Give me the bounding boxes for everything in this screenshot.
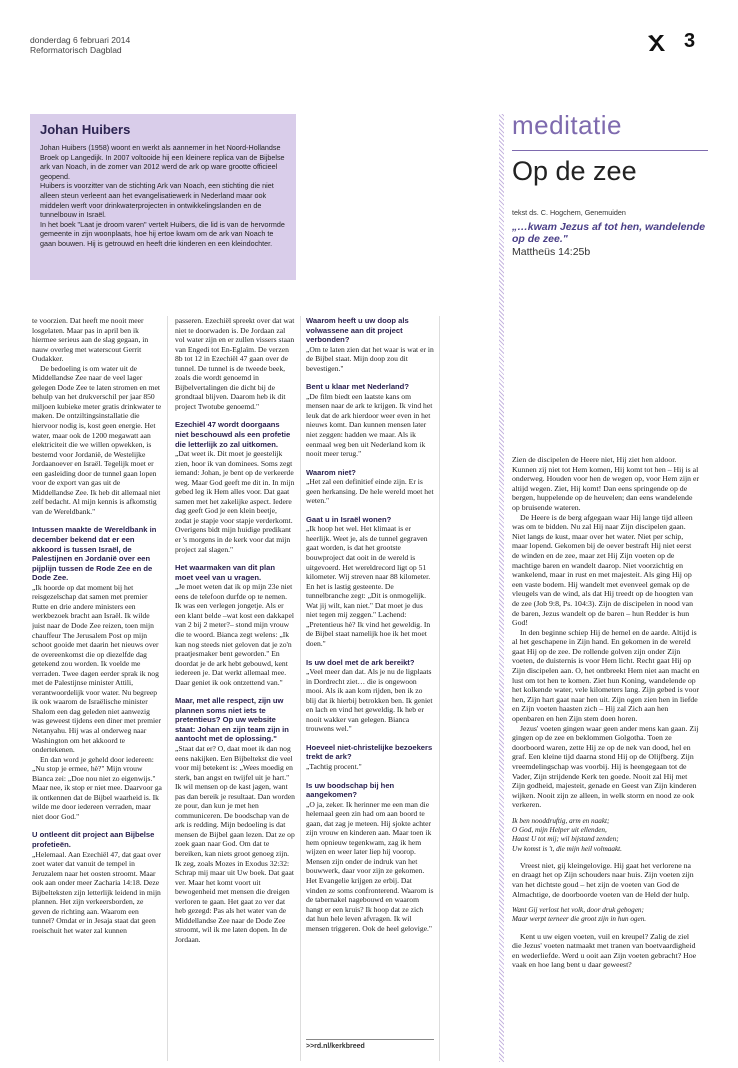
body-paragraph: „Je moet weten dat ik op mijn 23e niet eens de telefoon durfde op te nemen. Ik was een verlegen jongetje. Als er een klant belde –wat kost een dakkapel van 2 bij 2 meter?– stond mijn vrouw die te woord. Bianca zegt welens: „Ik kan nog steeds niet geloven dat je zo'n praatjesmaker bent geworden." En doordat je de ark hebt gebouwd, kent iedereen je. Dat werkt allemaal mee. Daar geniet ik ook ontzettend van."	[175, 582, 294, 687]
footer-rule	[306, 1039, 434, 1040]
section-rule	[512, 150, 708, 151]
scripture-quote: „…kwam Jezus af tot hen, wandelende op de zee."	[512, 221, 706, 245]
interview-question: Bent u klaar met Nederland?	[306, 382, 409, 392]
bio-title: Johan Huibers	[40, 122, 131, 137]
poem-line: Want Gij verlost het volk, door druk gebogen;	[512, 906, 644, 915]
body-paragraph: En dan word je geheld door iedereen: „Nu stop je ermee, hè?" Mijn vrouw Bianca zei: „Doe nou niet zo eigenwijs." Maar nee, ik stop er niet mee. Daarvoor ga ik ontkennen dat de Bijbel waarheid is. Ik wilde me door iedereen verraden, maar niet door God."	[32, 754, 162, 821]
newspaper-logo-icon	[646, 33, 666, 53]
body-paragraph: passeren. Ezechiël spreekt over dat wat niet te doorwaden is. De Jordaan zal vol water zijn en er zullen vissers staan van Engedi tot En-Eglaïm. De verzen 8b tot 12 in Ezechiël 47 gaan over de tunnel. De tunnel is de tweede beek, zoals die wordt genoemd in Bijbelvertalingen die dicht bij de grondtaal blijven. Daarom heb ik dit project Twotube genoemd."	[175, 316, 295, 411]
body-paragraph: Kent u uw eigen voeten, vuil en kreupel? Zalig de ziel die Jezus' voeten natmaakt met tranen van boetvaardigheid en wederliefde. Werd u ooit aan Zijn voeten gebracht? Hoe vaak en hoe lang bent u daar geweest?	[512, 931, 697, 970]
body-paragraph: „Staat dat er? O, daat moet ik dan nog eens nakijken. Een Bijbeltekst die veel voor mij betekent is: „Wees moedig en sterk, ban angst en twijfel uit je hart." Ik wil mensen op de kast jagen, want pas dan bereik je resultaat. Dan worden ze pour, dan kun je met hen communiceren. De boodschap van de ark is redding. Mijn bedoeling is dat mensen de Bijbel gaan lezen. Dat ze op zoek gaan naar God. Om dat te bereiken, kan niets groot genoeg zijn. Ik zeg, zoals Mozes in Exodus 32:32: Schrap mij maar uit Uw boek. Dat gaat ver. Maar het komt voort uit bewogenheid met mensen die dreigen verloren te gaan. Het gaat zo ver dat heb gezegd: Pas als het water van de Middellandse Zee naar de Dode Zee stroomt, wil ik me laten dopen. In de Jordaan.	[175, 743, 295, 944]
interview-question: Ezechiël 47 wordt doorgaans niet beschouwd als een profetie die letterlijk zo zal uitkomen.	[175, 420, 291, 449]
interview-question: Gaat u in Israël wonen?	[306, 514, 392, 524]
column-divider	[300, 316, 301, 1061]
meditation-body	[512, 455, 700, 1055]
interview-question: Waarom heeft u uw doop als volwassene aan dit project verbonden?	[306, 316, 409, 345]
body-paragraph: De Heere is de berg afgegaan waar Hij lange tijd alleen was om te bidden. Nu zal Hij naar Zijn discipelen gaan. Niet langs de kust, maar over het water. Niet per schip, maar lopend. Gekomen bij de oever bestraft Hij niet eerst de winden en de zee, maar zet Hij Zijn voeten op de machtige baren en wandelt daarop. Niet voorzichtig en wankelend, maar in rust en met majesteit. Als ging Hij op een vaste bodem. Hij wandelt met evenveel gemak op de vleugels van de wind, als dat Hij treedt op de hoogten van de zee (Job 9:8, Ps. 104:3). Zijn de discipelen in nood van de baren, Jezus wandelt op de baren – hun Redder is hun God!	[512, 512, 694, 628]
meditation-title: Op de zee	[512, 156, 637, 186]
interview-question: Waarom niet?	[306, 467, 356, 477]
scripture-reference: Mattheüs 14:25b	[512, 246, 591, 258]
body-paragraph: Vreest niet, gij kleingelovige. Hij gaat het verlorene na en draagt het op Zijn schouders naar huis. Zijn voeten zijn van het dichtste goud – het zijn de voeten van God de Almachtige, de doorboorde voeten van de Held der hulp.	[512, 860, 694, 899]
poem-line: Ik ben nooddruftig, arm en naakt;	[512, 816, 610, 825]
interview-question: Is uw doel met de ark bereikt?	[306, 657, 415, 667]
body-paragraph: „Ik hoop het wel. Het klimaat is er heerlijk. Weet je, als de tunnel gegraven gaat worden, is dat het grootste bouwproject dat ooit in de wereld is uitgevoerd. Het wereldrecord ligt op 51 kilometer. Wij streven naar 88 kilometer. En het is lastig gesteente. De tunnelbranche zegt: „Dit is onmogelijk. Wat jij wilt, kan niet." Dat moet je dus niet tegen mij zeggen." Lachend: „Pretentieus hè? Ik vind het geweldig. In de Bijbel staat namelijk hoe ik het moet doen."	[306, 524, 431, 648]
body-paragraph: Zien de discipelen de Heere niet, Hij ziet hen aldoor. Kunnen zij niet tot Hem komen, Hij komt tot hen – Hij is al onderweg. Houden voor hen de wegen op, voor Hem zijn er altijd wegen. Ziet, Hij komt! Dan eens springende op de bergen, huppelende op de heuvelen; dan eens wandelende op bruisende wateren.	[512, 455, 700, 512]
bio-paragraph: Huibers is voorzitter van de stichting Ark van Noach, een stichting die niet alleen steun verleent aan het evangelisatiewerk in Nederland maar ook middelen werft voor drinkwaterprojecten in ontwikkelingslanden en de tunnelbouw in Israël.	[40, 181, 274, 220]
interview-question: Is uw boodschap bij hen aangekomen?	[306, 780, 395, 800]
body-paragraph: De bedoeling is om water uit de Middellandse Zee naar de veel lager gelegen Dode Zee te laten stromen en met behulp van het drukverschil per jaar 850 miljoen kubieke meter gratis drinkwater te maken. De ontziltingsinstallatie die hiervoor nodig is, kost geen energie. Het water, maar ook de 1200 megawatt aan elektriciteit die we willen opwekken, is bestemd voor Jordanië, de Westelijke Jordaanoever en Israël. Tegelijk moet er een gasleiding door de tunnel gaan lopen voor de export van gas uit de Middellandse Zee. Ik heb dit allemaal niet zelf bedacht. Al mijn kennis is afkomstig van de Wereldbank."	[32, 363, 162, 516]
interview-question: Het waarmaken van dit plan moet veel van u vragen.	[175, 563, 276, 582]
poem-line: Maar werpt terneer die groot zijn in hun ogen.	[512, 915, 647, 924]
article-column-2	[175, 316, 295, 1061]
poem-quote	[512, 817, 700, 854]
poem-line: Haast U tot mij; wil bijstand zenden;	[512, 835, 619, 844]
body-paragraph: „Om te laten zien dat het waar is wat er in de Bijbel staat. Mijn doop zou dit bevestigen."	[306, 344, 434, 373]
publication-name: Reformatorisch Dagblad	[30, 45, 122, 55]
body-paragraph: „Dat weet ik. Dit moet je geestelijk zien, hoor ik van dominees. Soms zegt iemand: Johan, je bent op de verkeerde weg. Maar God geeft me dit in. In mijn gebed leg ik Hem alles voor. Dat gaat samen met het zakelijke aspect. Iedere dag geeft God je een klein beetje, zodat je stapje voor stapje verderkomt. Overigens bidt mijn huidige predikant er 's morgens in de kerk voor dat mijn project zal slagen."	[175, 449, 295, 554]
bio-paragraph: In het boek "Laat je droom varen" vertelt Huibers, die lid is van de hervormde gemeente in zijn woonplaats, hoe hij ertoe kwam om de ark van Noach te gaan bouwen. Hij is getrouwd en heeft drie kinderen en een kleindochter.	[40, 219, 285, 248]
page-number: 3	[684, 30, 696, 52]
poem-line: O God, mijn Helper uit ellenden,	[512, 826, 607, 835]
column-divider	[439, 316, 440, 1061]
article-column-1	[32, 316, 162, 1061]
poem-line: Uw komst is 't, die mijn heil volmaakt.	[512, 844, 622, 853]
body-paragraph: te voorzien. Dat heeft me nooit meer losgelaten. Maar pas in april ben ik hiermee serieus aan de slag gegaan, in nauw overleg met waterscout Gerrit Oudakker.	[32, 316, 149, 364]
body-paragraph: „Helemaal. Aan Ezechiël 47, dat gaat over zoet water dat vanuit de tempel in Jeruzalem naar het oosten stroomt. Maar ook aan onder meer Zacharia 14:18. Deze Bijbelteksten zijn letterlijk leidend in mijn plannen. Het zijn verkeersborden, ze geven de richting aan. Waarom een tunnel? Omdat er in Jesaja staat dat geen roeischuit het water zal kunnen	[32, 849, 162, 935]
body-paragraph: In den beginne schiep Hij de hemel en de aarde. Altijd is al het geschapene in Zijn hand. En gekomen in de wereld gaat Hij op de zee. De rollende golven zijn onder Zijn voeten, de duisternis is voor Hem licht. Recht gaat Hij op Zijn discipelen aan. O, het ontbreekt Hem niet aan macht en lust om tot hen te komen. Ziet hun Koning, wandelende op het kolkende water, vele kilometers lang. Zijn gebed is voor hen, Zijn hart gaat naar hen uit. Zijn ogen zien hen in liefde en Zijn voeten haasten zich – Hij zal Zich aan hen openbaren en hen Zijn stem doen horen.	[512, 627, 700, 724]
body-paragraph: Jezus' voeten gingen waar geen ander mens kan gaan. Zij gingen op de zee en beklommen Golgotha. Toen ze doorboord waren, zette Hij ze op de nek van dood, hel en graf. Een kleine tijd daarna stond Hij op de Olijfberg. Zijn vreemdelingschap was voorbij. Hij is heengegaan tot de Vader, Zijn strijdende Kerk ten goede. Nooit zal Hij met Zijn godheid, majesteit, genade en Geest van Zijn kinderen wijken. Nooit zijn ze alleen, in welk storm en nood ze ook verkeren.	[512, 723, 699, 810]
masthead	[30, 35, 130, 55]
bio-box	[30, 114, 296, 280]
body-paragraph: „Tachtig procent."	[306, 761, 362, 771]
meditation-hatched-bar	[499, 114, 504, 1062]
section-label: meditatie	[512, 110, 622, 140]
body-paragraph: „Veel meer dan dat. Als je nu de ligplaats in Dordrecht ziet… die is ongewoon mooi. Als ik aan kom rijden, ben ik zo blij dat ik hierbij betrokken ben. Ik geniet en lach en vind het geweldig. Ik heb er nooit wakker van gelegen. Bianca trouwens wel."	[306, 667, 433, 734]
bio-paragraph: Johan Huibers (1958) woont en werkt als aannemer in het Noord-Hollandse Broek op Langedijk. In 2007 voltooide hij een kleinere replica van de Bijbelse ark van Noach, in de zomer van 2012 werd de ark op ware grootte officieel geopend.	[40, 143, 285, 181]
kerkbreed-link[interactable]: >>rd.nl/kerkbreed	[306, 1043, 365, 1050]
body-paragraph: „Ik hoorde op dat moment bij het reisgezelschap dat samen met premier Rutte en drie andere ministers een werkbezoek bracht aan Israël. Ik wilde juist naar de Dode Zee reizen, toen mijn chauffeur The Jerusalem Post op mijn schoot gooide met daarin het nieuws over de overeenkomst die op diezelfde dag getekend zou worden. Ik voelde me verraden. Twee dagen eerder sprak ik nog met de Palestijnse minister Attili, verantwoordelijk voor water. Nu begreep ik ook waarom de Israëlische minister Shalom een dag geleden niet aanwezig was geweest tijdens een diner met premier Netanyahu. Hij was al onderweg naar Washington om het akkoord te ondertekenen.	[32, 582, 162, 755]
body-paragraph: „O ja, zeker. Ik herinner me een man die helemaal geen zin had om aan boord te gaan, dat zag je meteen. Hij sjokte achter zijn vrouw en kinderen aan. Maar toen ik hem opnieuw tegenkwam, zag ik hem wijzen en weer later liep hij voorop. Mensen zijn onder de indruk van het bouwwerk, daar voor zijn ze gekomen. Het Evangelie krijgen ze erbij. Dat vinden ze soms confronterend. Waarom is de tabernakel nagebouwd en waarom hangt er een kruis? Ik hoop dat ze zich dat hun hele leven afvragen. Ik wil mensen triggeren. Ook de heel gelovige."	[306, 799, 434, 933]
article-column-3	[306, 316, 434, 1041]
body-paragraph: „Het zal een definitief einde zijn. Er is geen herkansing. De hele wereld moet het weten."	[306, 477, 434, 506]
poem-quote	[512, 906, 700, 924]
body-paragraph: „De film biedt een laatste kans om mensen naar de ark te krijgen. Ik vind het leuk dat de ark hierdoor weer even in het nieuws komt. Dan kunnen mensen later niet zeggen: hadden we maar. Als ik eenmaal weg ben uit Nederland kom ik nooit meer terug."	[306, 391, 433, 459]
meditation-byline: tekst ds. C. Hogchem, Genemuiden	[512, 208, 626, 217]
column-divider	[167, 316, 168, 1061]
interview-question: U ontleent dit project aan Bijbelse profetieën.	[32, 830, 155, 849]
interview-question: Maar, met alle respect, zijn uw plannen soms niet iets te pretentieus? Op uw website staat: Johan en zijn team zijn in aantocht met de oplossing."	[175, 696, 289, 744]
interview-question: Intussen maakte de Wereldbank in december bekend dat er een akkoord is tussen Israël, de Palestijnen en Jordanië over een pijplijn tussen de Rode Zee en de Dode Zee.	[32, 525, 157, 583]
interview-question: Hoeveel niet-christelijke bezoekers trekt de ark?	[306, 742, 433, 762]
issue-date: donderdag 6 februari 2014	[30, 35, 131, 45]
